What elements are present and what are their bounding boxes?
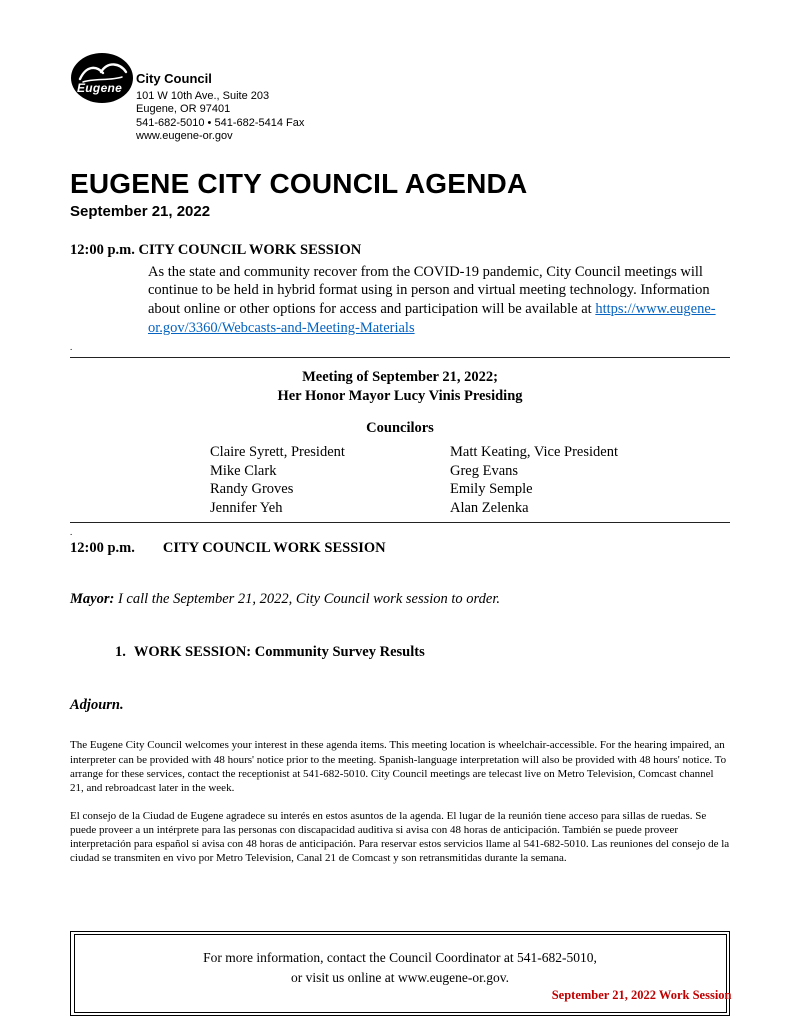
eugene-logo — [70, 52, 136, 104]
councilors-heading: Councilors — [366, 419, 434, 436]
meeting-block — [70, 368, 730, 518]
notice-body — [148, 263, 730, 338]
address-line-2: Eugene, OR 97401 — [136, 103, 231, 115]
meeting-line-2: Her Honor Mayor Lucy Vinis Presiding — [277, 387, 523, 404]
councilors-list — [210, 443, 730, 517]
notice-text: As the state and community recover from the COVID-19 pandemic, City Council meetings will continue to be held in hybrid format using in person and virtual meeting technology. Information about online or other options for access and participation will be available at — [148, 263, 710, 318]
org-name: City Council — [136, 71, 212, 86]
councilor: Greg Evans — [450, 462, 519, 479]
agenda-item-title: WORK SESSION: Community Survey Results — [133, 644, 425, 661]
address-line-1: 101 W 10th Ave., Suite 203 — [136, 89, 270, 102]
info-box — [70, 931, 730, 1016]
info-box-inner — [74, 934, 732, 1012]
accessibility-notice-english: The Eugene City Council welcomes your interest in these agenda items. This meeting location is wheelchair-accessible. For the hearing impaired, an interpreter can be provided with 48 hours' notice prior to the meeting. Spanish-language interpretation will also be provided with 48 hours' notice. To arrange for these services, contact the receptionist at 541-682-5010. City Council meetings are telecast live on Metro Television, Comcast channel 21, and rebroadcast later in the week. — [70, 739, 727, 795]
agenda-item-1 — [115, 644, 730, 661]
agenda-item-number: 1. — [115, 644, 126, 661]
councilor: Mike Clark — [210, 462, 277, 479]
mayor-call-to-order — [70, 591, 730, 608]
divider-top — [70, 357, 730, 358]
page-title: EUGENE CITY COUNCIL AGENDA — [70, 167, 528, 199]
session-title: CITY COUNCIL WORK SESSION — [162, 540, 386, 557]
info-box-line-1: For more information, contact the Council Coordinator at 541-682-5010, — [203, 950, 597, 966]
session-heading — [70, 540, 730, 557]
eugene-logo-icon — [70, 52, 136, 104]
adjourn-label: Adjourn. — [70, 697, 124, 714]
mayor-label: Mayor: — [70, 591, 115, 608]
councilor: Claire Syrett, President — [210, 444, 345, 461]
notice-heading: 12:00 p.m. CITY COUNCIL WORK SESSION — [70, 241, 362, 258]
accessibility-notice-spanish: El consejo de la Ciudad de Eugene agradece su interés en estos asuntos de la agenda. El lugar de la reunión tiene acceso para sillas de ruedas. Se puede proveer a un intérprete para las personas con discapacidad auditiva si avisa con 48 horas de anticipación. También se puede proveer interpretación para español si avisa con 48 horas de anticipación. Para reservar estos servicios llame al 541-682-5010. Las reuniones del consejo de la ciudad se transmiten en vivo por Metro Television, Canal 21 de Comcast y son retransmitidas durante la semana. — [70, 809, 730, 865]
divider-middle — [70, 522, 730, 523]
letterhead-text — [136, 52, 304, 144]
councilor: Matt Keating, Vice President — [450, 444, 618, 461]
mayor-call-text: I call the September 21, 2022, City Council work session to order. — [117, 591, 500, 608]
stray-dot-1: . — [70, 341, 73, 352]
website: www.eugene-or.gov — [136, 130, 233, 142]
phone-line: 541-682-5010 • 541-682-5414 Fax — [136, 116, 305, 129]
info-box-line-2: or visit us online at www.eugene-or.gov. — [291, 969, 509, 985]
session-time: 12:00 p.m. — [70, 540, 135, 557]
stray-dot-2: . — [70, 527, 73, 538]
webcast-link[interactable]: https://www.eugene-or.gov/3360/Webcasts-and-Meeting-Materials — [148, 301, 716, 337]
councilor: Jennifer Yeh — [210, 499, 283, 516]
councilor: Emily Semple — [450, 481, 533, 498]
page-date: September 21, 2022 — [70, 202, 211, 220]
logo-wordmark: Eugene — [77, 81, 123, 95]
councilor: Randy Groves — [210, 481, 294, 498]
date-stamp: September 21, 2022 Work Session — [551, 988, 732, 1003]
letterhead — [70, 52, 730, 144]
councilor: Alan Zelenka — [450, 499, 529, 516]
meeting-line-1: Meeting of September 21, 2022; — [302, 368, 498, 385]
